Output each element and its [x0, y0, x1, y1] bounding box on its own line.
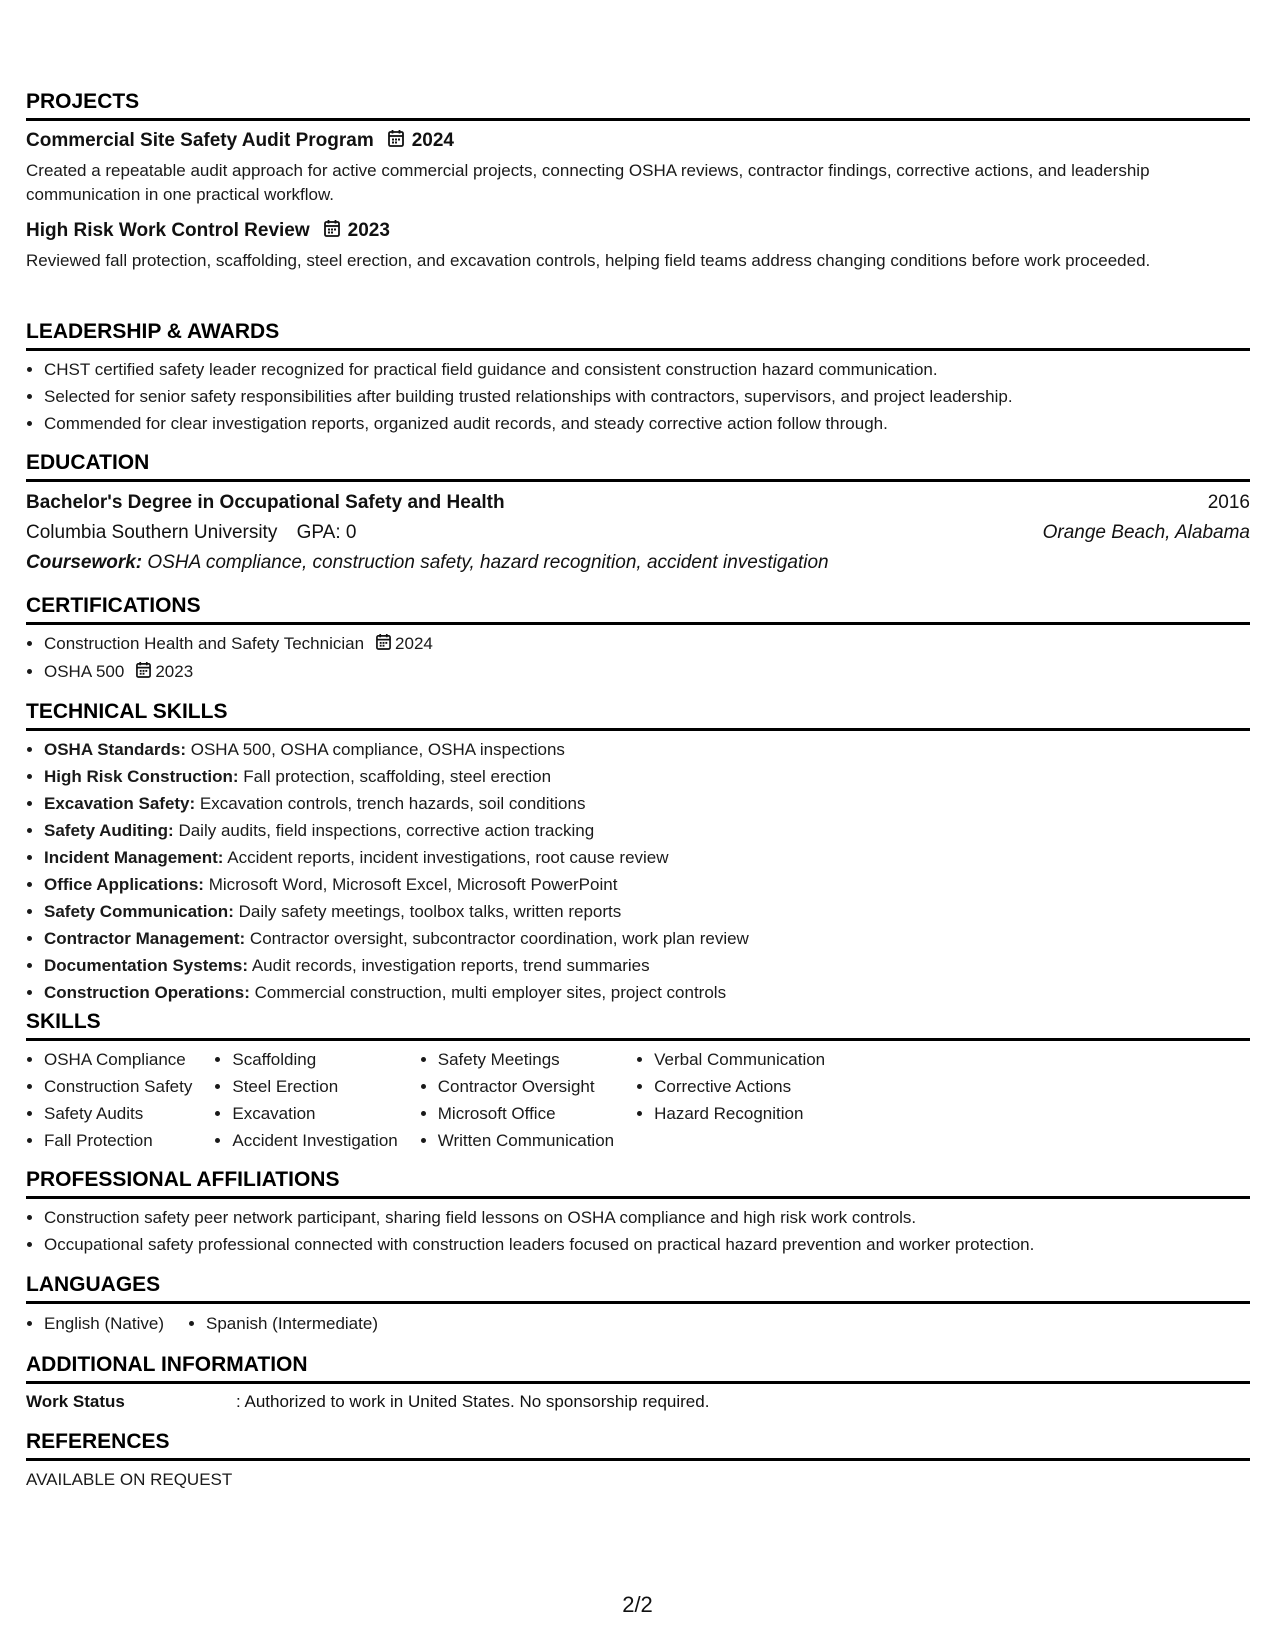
education-coursework: OSHA compliance, construction safety, hazard recognition, accident investigation	[147, 552, 829, 573]
technical-skill-item	[44, 817, 1250, 844]
skill-item: • OSHA Compliance	[44, 1046, 192, 1073]
technical-skill-item	[44, 844, 1250, 871]
skill-item: • Microsoft Office	[438, 1100, 614, 1127]
list-item: • CHST certified safety leader recognized for practical field guidance and consistent construction hazard communication.	[44, 356, 1250, 383]
section-title-affiliations: PROFESSIONAL AFFILIATIONS	[26, 1168, 1250, 1199]
skill-item: • Accident Investigation	[232, 1127, 397, 1154]
technical-skill-value: Daily audits, field inspections, corrective action tracking	[178, 821, 595, 840]
section-title-technical-skills: TECHNICAL SKILLS	[26, 700, 1250, 731]
education-gpa: GPA: 0	[296, 522, 357, 543]
technical-skill-item	[44, 790, 1250, 817]
section-title-education: EDUCATION	[26, 451, 1250, 482]
project-item	[26, 219, 1250, 273]
education-section	[26, 451, 1250, 578]
education-coursework-row	[26, 548, 1250, 578]
project-title-row	[26, 219, 1250, 243]
project-description: Created a repeatable audit approach for active commercial projects, connecting OSHA reviews, contractor findings, corrective actions, and leadership communication in one practical workflow.	[26, 161, 1150, 204]
education-school-wrap	[26, 518, 356, 548]
project-item	[26, 129, 1250, 207]
skill-item: • Construction Safety	[44, 1073, 192, 1100]
projects-section	[26, 90, 1250, 273]
technical-skill-item	[44, 925, 1250, 952]
section-title-projects: PROJECTS	[26, 90, 1250, 121]
list-item: • Selected for senior safety responsibilities after building trusted relationships with contractors, supervisors, and project leadership.	[44, 383, 1250, 410]
technical-skill-label: Construction Operations:	[44, 983, 250, 1002]
work-status-row	[26, 1390, 1250, 1414]
skill-item: • Safety Audits	[44, 1100, 192, 1127]
section-title-references: REFERENCES	[26, 1430, 1250, 1461]
section-title-additional: ADDITIONAL INFORMATION	[26, 1353, 1250, 1384]
skill-item: • Hazard Recognition	[654, 1100, 825, 1127]
calendar-icon	[376, 631, 391, 658]
technical-skill-value: Contractor oversight, subcontractor coordination, work plan review	[249, 929, 749, 948]
skills-column	[26, 1046, 192, 1154]
language-item: • English (Native)	[44, 1310, 164, 1337]
technical-skill-label: Incident Management:	[44, 848, 224, 867]
skill-item: • Fall Protection	[44, 1127, 192, 1154]
education-degree-row	[26, 488, 1250, 518]
technical-skill-value: Accident reports, incident investigations, root cause review	[227, 848, 669, 867]
technical-skill-value: Daily safety meetings, toolbox talks, written reports	[238, 902, 622, 921]
technical-skill-value: Fall protection, scaffolding, steel erection	[243, 767, 552, 786]
list-item: • Commended for clear investigation reports, organized audit records, and steady corrective action follow through.	[44, 410, 1250, 437]
certifications-section	[26, 594, 1250, 686]
list-item: • Construction safety peer network participant, sharing field lessons on OSHA compliance and high risk work controls.	[44, 1204, 1250, 1231]
calendar-icon	[388, 129, 404, 153]
project-title-row	[26, 129, 1250, 153]
education-coursework-label: Coursework:	[26, 552, 143, 573]
leadership-section	[26, 320, 1250, 437]
technical-skills-list	[26, 736, 1250, 1006]
technical-skill-label: Safety Communication:	[44, 902, 234, 921]
skill-item: • Verbal Communication	[654, 1046, 825, 1073]
work-status-label: Work Status	[26, 1392, 125, 1411]
languages-section	[26, 1273, 1250, 1337]
skill-item: • Excavation	[232, 1100, 397, 1127]
technical-skill-item	[44, 952, 1250, 979]
certification-item	[44, 630, 1250, 658]
skill-item: • Safety Meetings	[438, 1046, 614, 1073]
technical-skill-value: Audit records, investigation reports, trend summaries	[251, 956, 650, 975]
technical-skill-label: Office Applications:	[44, 875, 204, 894]
project-description: Reviewed fall protection, scaffolding, steel erection, and excavation controls, helping field teams address changing conditions before work proceeded.	[26, 251, 1151, 270]
references-section	[26, 1430, 1250, 1492]
technical-skill-label: Documentation Systems:	[44, 956, 249, 975]
certification-year: 2024	[395, 634, 433, 653]
skills-section	[26, 1010, 1250, 1154]
section-title-certifications: CERTIFICATIONS	[26, 594, 1250, 625]
technical-skill-value: Microsoft Word, Microsoft Excel, Microsoft PowerPoint	[208, 875, 618, 894]
work-status-value: : Authorized to work in United States. No sponsorship required.	[236, 1392, 710, 1411]
certification-name: OSHA 500	[44, 662, 125, 682]
leadership-list	[26, 356, 1250, 437]
education-year: 2016	[1207, 492, 1250, 513]
technical-skill-item	[44, 736, 1250, 763]
education-school-row	[26, 518, 1250, 548]
education-coursework-wrap	[26, 548, 829, 578]
skills-column	[420, 1046, 614, 1154]
skill-item: • Contractor Oversight	[438, 1073, 614, 1100]
technical-skill-label: High Risk Construction:	[44, 767, 239, 786]
references-text: AVAILABLE ON REQUEST	[26, 1470, 233, 1489]
affiliations-section	[26, 1168, 1250, 1258]
technical-skill-label: OSHA Standards:	[44, 740, 187, 759]
certification-item	[44, 658, 1250, 686]
technical-skill-value: Excavation controls, trench hazards, soil conditions	[199, 794, 586, 813]
additional-section	[26, 1353, 1250, 1414]
technical-skill-value: Commercial construction, multi employer sites, project controls	[254, 983, 727, 1002]
technical-skill-item	[44, 871, 1250, 898]
certification-year: 2023	[155, 662, 194, 682]
project-year: 2024	[411, 130, 455, 151]
project-year: 2023	[347, 220, 390, 241]
skills-grid	[26, 1046, 1250, 1154]
section-title-languages: LANGUAGES	[26, 1273, 1250, 1304]
skill-item: • Steel Erection	[232, 1073, 397, 1100]
project-title: High Risk Work Control Review	[26, 220, 310, 241]
skill-item: • Corrective Actions	[654, 1073, 825, 1100]
technical-skill-label: Excavation Safety:	[44, 794, 196, 813]
technical-skill-item	[44, 763, 1250, 790]
calendar-icon	[136, 659, 151, 686]
affiliations-list	[26, 1204, 1250, 1258]
certification-name: Construction Health and Safety Technician	[44, 634, 365, 653]
calendar-icon	[324, 219, 340, 243]
list-item: • Occupational safety professional connected with construction leaders focused on practical hazard prevention and worker protection.	[44, 1231, 1250, 1258]
skill-item: • Written Communication	[438, 1127, 614, 1154]
skills-column	[636, 1046, 825, 1154]
languages-list	[26, 1310, 1250, 1337]
technical-skill-item	[44, 979, 1250, 1006]
education-degree: Bachelor's Degree in Occupational Safety and Health	[26, 492, 505, 513]
project-title: Commercial Site Safety Audit Program	[26, 130, 374, 151]
technical-skills-section	[26, 700, 1250, 1006]
education-location: Orange Beach, Alabama	[1042, 522, 1250, 543]
section-title-leadership: LEADERSHIP & AWARDS	[26, 320, 1250, 351]
language-item: • Spanish (Intermediate)	[206, 1310, 378, 1337]
technical-skill-label: Contractor Management:	[44, 929, 246, 948]
section-title-skills: SKILLS	[26, 1010, 1250, 1041]
page-number: 2/2	[622, 1592, 653, 1617]
skill-item: • Scaffolding	[232, 1046, 397, 1073]
skills-column	[214, 1046, 397, 1154]
technical-skill-item	[44, 898, 1250, 925]
technical-skill-label: Safety Auditing:	[44, 821, 174, 840]
technical-skill-value: OSHA 500, OSHA compliance, OSHA inspections	[190, 740, 565, 759]
certifications-list	[26, 630, 1250, 686]
education-school: Columbia Southern University	[26, 522, 278, 543]
